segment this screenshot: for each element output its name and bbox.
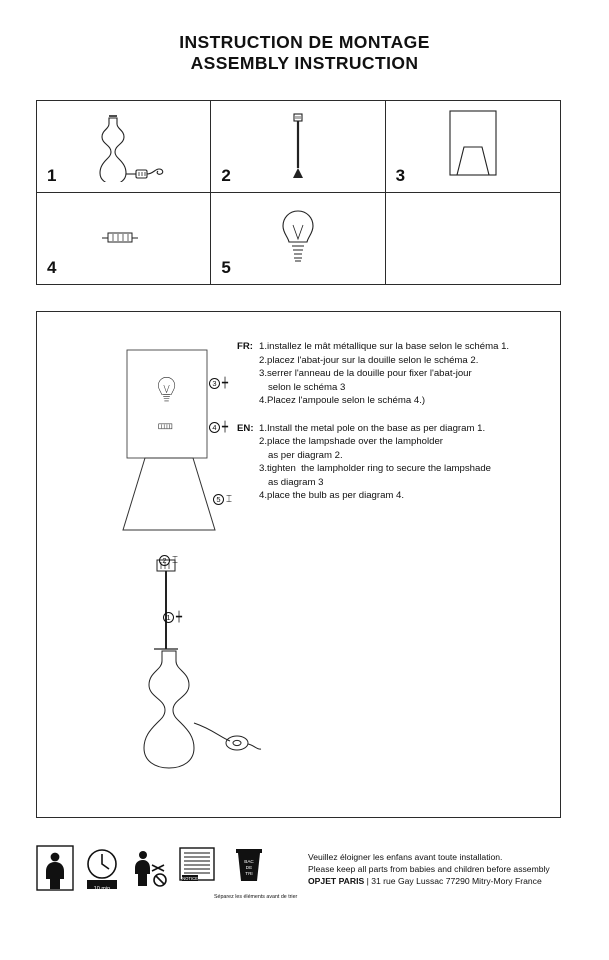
instruction-en-4: 4.place the bulb as per diagram 4. (259, 490, 405, 501)
instructions-block (237, 340, 527, 517)
callout-5: 5 ⌶ (213, 494, 232, 505)
brand-name: OPJET PARIS (308, 876, 365, 886)
recycle-caption: Séparez les éléments avant de trier (214, 894, 298, 900)
assembly-time-label: 10 min (93, 886, 111, 892)
part-number-1: 1 (47, 165, 57, 185)
part-cell-3 (386, 101, 560, 192)
page-title (0, 32, 609, 74)
parts-grid (36, 100, 561, 285)
part-cell-2 (211, 101, 385, 192)
parts-grid-row-top (37, 101, 560, 193)
instruction-fr-3: 3.serrer l'anneau de la douille pour fixer l'abat-jour (259, 368, 472, 379)
adult-assembly-icon (36, 845, 74, 891)
light-bulb-icon (211, 193, 384, 285)
assembly-time-icon (83, 845, 121, 891)
svg-text:TRI: TRI (245, 871, 253, 876)
lampshade-icon (386, 101, 560, 192)
instruction-en-2-cont: as per diagram 2. (268, 449, 343, 461)
footer-notice-en: Please keep all parts from babies and children before assembly (308, 864, 550, 874)
instructions-en (237, 422, 527, 503)
svg-text:NOTICE: NOTICE (182, 876, 198, 881)
callout-4: 4 ┿ (209, 422, 228, 433)
instruction-fr-1: 1.installez le mât métallique sur la base selon le schéma 1. (259, 341, 510, 352)
part-number-5: 5 (221, 258, 231, 277)
instruction-fr-4: 4.Placez l'ampoule selon le schéma 4.) (259, 395, 426, 406)
title-line-fr: INSTRUCTION DE MONTAGE (179, 32, 430, 52)
svg-text:BAC: BAC (244, 859, 254, 864)
lampholder-ring-icon (37, 193, 210, 285)
instruction-en-3: 3.tighten the lampholder ring to secure the lampshade (259, 463, 491, 474)
part-cell-empty (386, 193, 560, 285)
part-number-3: 3 (395, 165, 406, 185)
part-cell-5 (211, 193, 385, 285)
callout-1: 1 ┿ (163, 612, 182, 623)
instructions-fr (237, 340, 527, 408)
instruction-en-2: 2.place the lampshade over the lampholder (259, 436, 443, 447)
recycling-instructions-icon (177, 845, 223, 891)
lang-tag-en: EN: (237, 422, 254, 434)
footer-text (308, 851, 561, 887)
lamp-base-with-cord-icon (37, 101, 210, 192)
instruction-en-1: 1.Install the metal pole on the base as per diagram 1. (259, 422, 486, 434)
no-children-icon (130, 845, 168, 891)
footer (36, 845, 561, 911)
part-cell-1 (37, 101, 211, 192)
footer-icon-row (36, 845, 266, 891)
instruction-fr-2: 2.placez l'abat-jour sur la douille selon le schéma 2. (259, 354, 479, 366)
parts-grid-row-bottom (37, 193, 560, 285)
part-number-2: 2 (221, 165, 231, 185)
footer-notice-fr: Veuillez éloigner les enfans avant toute installation. (308, 852, 503, 862)
sorting-bin-icon (232, 845, 266, 891)
title-line-en: ASSEMBLY INSTRUCTION (190, 53, 419, 73)
metal-pole-icon (211, 101, 384, 192)
lang-tag-fr: FR: (237, 341, 253, 352)
part-cell-4 (37, 193, 211, 285)
brand-address: | 31 rue Gay Lussac 77290 Mitry-Mory France (366, 876, 542, 886)
instruction-fr-3-cont: selon le schéma 3 (268, 381, 346, 393)
svg-text:DE: DE (245, 865, 253, 870)
instruction-en-3-cont: as diagram 3 (268, 476, 324, 488)
callout-3: 3 ┿ (209, 378, 228, 389)
callout-2: 2 ⌶ (159, 555, 178, 566)
part-number-4: 4 (47, 258, 57, 277)
